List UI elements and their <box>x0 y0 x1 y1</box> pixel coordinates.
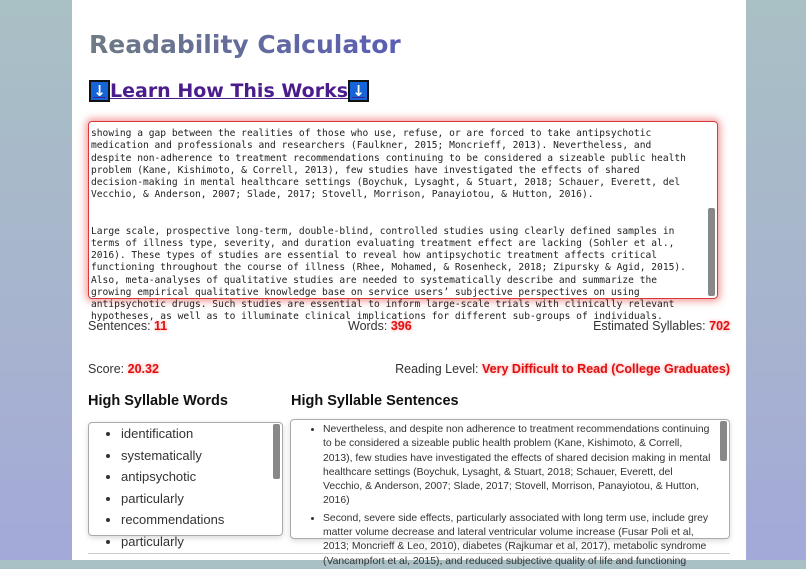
list-item: • identification <box>121 423 282 445</box>
list-item: • recommendations <box>121 509 282 531</box>
scrollbar-thumb[interactable] <box>273 424 280 479</box>
learn-how-link[interactable] <box>89 80 369 102</box>
arrow-down-icon: ↓ <box>348 80 369 102</box>
list-item: • antipsychotic <box>121 466 282 488</box>
label: Words: <box>348 319 388 333</box>
reading-level-stat <box>395 362 730 376</box>
syllables-value: 702 <box>709 319 730 333</box>
list-item: • systematically <box>121 445 282 467</box>
arrow-down-icon: ↓ <box>89 80 110 102</box>
label: Estimated Syllables: <box>593 319 706 333</box>
learn-how-label: Learn How This Works <box>110 80 349 102</box>
high-syllable-words-list[interactable] <box>88 422 283 549</box>
score-value: 20.32 <box>127 362 159 376</box>
list-item: • particularly <box>121 488 282 510</box>
scrollbar-thumb[interactable] <box>720 421 727 461</box>
page-card <box>72 0 746 567</box>
reading-level-value: Very Difficult to Read (College Graduates) <box>482 362 730 376</box>
sentences-value: 11 <box>154 319 168 333</box>
text-input-area[interactable] <box>88 121 718 323</box>
syllables-stat <box>593 319 730 333</box>
sentences-stat <box>88 319 167 333</box>
list-item: • Second, severe side effects, particularly associated with long term use, include grey matter volume decrease and lateral ventricular volume increase (Fusar Poli et al, 2013; Moncrieff & Leo, 2010), diabetes (Rajkumar et al, 2017), metabolic syndrome (Vancampfort et al, 2015), and reduced subjective quality of life and functioning <box>323 512 729 569</box>
page-title: Readability Calculator <box>89 30 401 59</box>
divider <box>88 553 730 554</box>
high-syllable-words-heading: High Syllable Words <box>88 393 228 409</box>
text-paragraph: Large scale, prospective long-term, double-blind, controlled studies using clearly defined samples in terms of illness type, severity, and duration evaluating treatment effect are lacking (Sohler et al., 2016). These types of studies are essential to reveal how antipsychotic treatment affects critical functioning throughout the course of illness (Rhee, Mohamed, & Rosenheck, 2018; Zipursky & Agid, 2015). Also, meta-analyses of qualitative studies are needed to systematically describe and summarize the growing empirical qualitative knowledge base on service users’ subjective perspectives on using antipsychotic drugs. Such studies are essential to inform large-scale trials with clinically relevant hypotheses, as well as to illuminate clinical implications for different sub-groups of individuals. <box>91 225 692 323</box>
list-item: • particularly <box>121 531 282 553</box>
words-stat <box>348 319 412 333</box>
words-value: 396 <box>390 319 412 333</box>
text-paragraph: showing a gap between the realities of those who use, refuse, or are forced to take antipsychotic medication and professionals and researchers (Faulkner, 2015; Moncrieff, 2013). Nevertheless, and despite non-adherence to treatment recommendations continuing to be considered a sizeable public health problem (Kane, Kishimoto, & Correll, 2013), few studies have investigated the effects of shared decision-making in mental healthcare settings (Boychuk, Lysaght, & Stuart, 2018; Schauer, Everett, del Vecchio, & Anderson, 2007; Slade, 2017; Stovell, Morrison, Panayiotou, & Hutton, 2016). <box>91 128 692 201</box>
high-syllable-sentences-heading: High Syllable Sentences <box>291 393 459 409</box>
list-item: • Nevertheless, and despite non adherence to treatment recommendations continuing to be considered a sizeable public health problem (Kane, Kishimoto, & Correll, 2013), few studies have investigated the effects of shared decision making in mental healthcare settings (Boychuk, Lysaght, & Stuart, 2018; Schauer, Everett, del Vecchio, & Anderson, 2007; Slade, 2017; Stovell, Morrison, Panayiotou, & Hutton, 2016) <box>323 423 729 509</box>
label: Sentences: <box>88 319 151 333</box>
label: Score: <box>88 362 125 376</box>
label: Reading Level: <box>395 362 479 376</box>
score-stat <box>88 362 159 376</box>
scrollbar-thumb[interactable] <box>708 208 715 296</box>
high-syllable-sentences-list[interactable] <box>290 419 730 567</box>
